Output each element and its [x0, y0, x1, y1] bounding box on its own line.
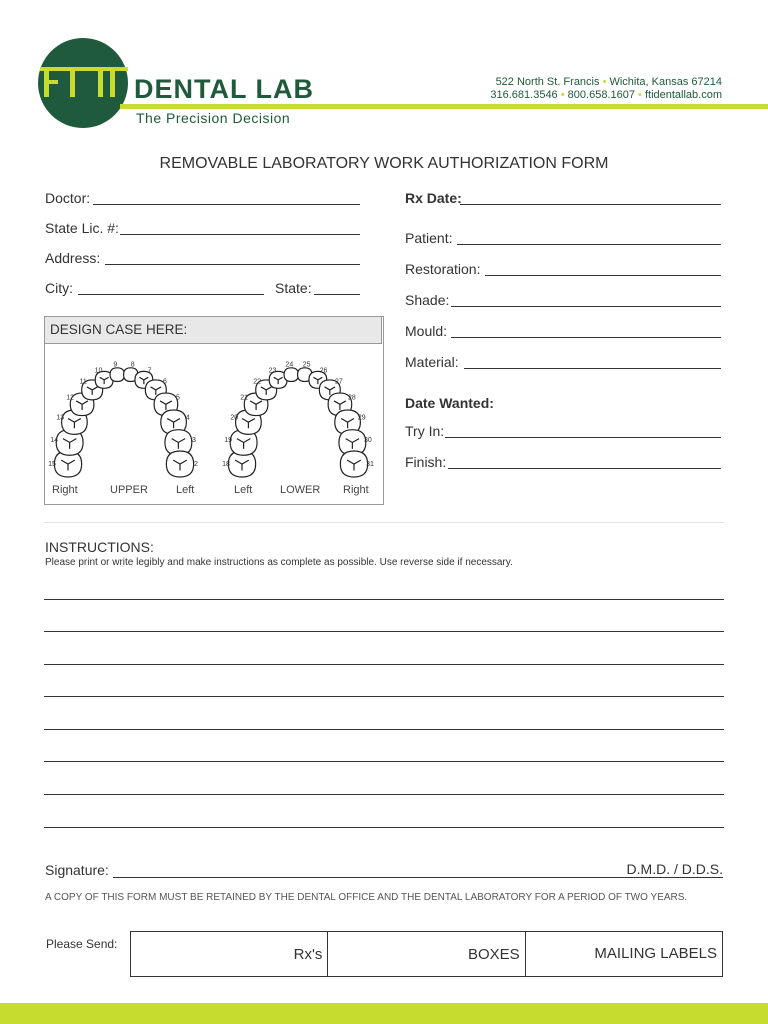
finish-field[interactable] [448, 468, 721, 469]
tooth-number: 2 [194, 461, 198, 468]
tooth-number: 23 [268, 367, 277, 375]
form-title: REMOVABLE LABORATORY WORK AUTHORIZATION FORM [159, 155, 609, 172]
footer-accent-bar [0, 1003, 768, 1024]
instructions-title: INSTRUCTIONS: [45, 539, 154, 555]
tooth-number: 3 [191, 437, 196, 445]
state-lic-label: State Lic. #: [45, 220, 119, 236]
upper-right-label: Right [52, 484, 78, 496]
section-divider [44, 522, 724, 523]
separator-dot: • [638, 89, 642, 101]
instruction-line[interactable] [44, 761, 724, 762]
send-mailing-labels-option[interactable]: MAILING LABELS [594, 945, 717, 962]
shade-label: Shade: [405, 292, 450, 308]
upper-label: UPPER [110, 484, 148, 496]
city-field[interactable] [78, 294, 264, 295]
instructions-subtitle: Please print or write legibly and make instructions as complete as possible. Use reverse side if necessary. [45, 557, 513, 568]
tooth-icon[interactable] [284, 368, 298, 382]
tooth-number: 26 [319, 367, 328, 375]
separator-dot: • [560, 89, 565, 101]
tooth-icon[interactable] [110, 368, 124, 382]
tooth-number: 11 [79, 378, 87, 386]
tooth-number: 29 [357, 414, 366, 422]
lower-label: LOWER [280, 484, 321, 496]
brand-tagline: The Precision Decision [136, 110, 291, 126]
instruction-line[interactable] [44, 696, 724, 697]
send-rx-option[interactable]: Rx's [131, 932, 328, 976]
doctor-field[interactable] [93, 204, 360, 205]
tooth-number: 20 [230, 414, 239, 422]
city-label: City: [45, 280, 73, 296]
patient-field[interactable] [457, 244, 721, 245]
shade-field[interactable] [451, 306, 721, 307]
tooth-number: 31 [366, 461, 374, 468]
contact-phones [490, 89, 722, 101]
address-field[interactable] [105, 264, 360, 265]
rx-date-field[interactable] [460, 204, 721, 205]
patient-label: Patient: [405, 230, 453, 246]
tooth-number: 12 [66, 394, 75, 402]
tooth-number: 22 [253, 378, 261, 386]
tooth-number: 7 [147, 367, 152, 375]
tooth-number: 10 [94, 367, 103, 375]
instruction-line[interactable] [44, 794, 724, 795]
separator-dot: • [602, 76, 607, 88]
tooth-number: 19 [224, 437, 232, 445]
signature-field[interactable] [113, 877, 723, 878]
tooth-number: 21 [240, 394, 249, 402]
state-label: State: [275, 280, 312, 296]
please-send-table [130, 931, 723, 977]
tooth-number: 18 [222, 461, 230, 468]
state-field[interactable] [314, 294, 360, 295]
degree-suffix: D.M.D. / D.D.S. [626, 861, 723, 877]
tooth-number: 30 [364, 437, 372, 445]
address-label: Address: [45, 250, 101, 266]
tooth-number: 4 [185, 414, 190, 422]
mould-field[interactable] [451, 337, 721, 338]
tooth-number: 15 [48, 461, 56, 468]
tooth-number: 28 [347, 394, 356, 402]
tooth-number: 6 [162, 378, 167, 386]
lower-right-label: Right [343, 484, 369, 496]
retention-note: A COPY OF THIS FORM MUST BE RETAINED BY THE DENTAL OFFICE AND THE DENTAL LABORATORY FOR A PERIOD OF TWO YEARS. [45, 892, 688, 903]
tooth-number: 5 [175, 394, 180, 402]
brand-name: DENTAL LAB [134, 74, 314, 104]
tooth-number: 25 [302, 361, 311, 369]
tooth-number: 14 [50, 437, 58, 445]
design-case-heading: DESIGN CASE HERE: [50, 322, 188, 337]
instruction-line[interactable] [44, 729, 724, 730]
city-state-zip: Wichita, Kansas 67214 [609, 76, 722, 88]
finish-label: Finish: [405, 454, 447, 470]
lower-left-label: Left [234, 484, 253, 496]
send-boxes-option[interactable]: BOXES [328, 932, 525, 976]
restoration-label: Restoration: [405, 261, 481, 277]
rx-date-label: Rx Date: [405, 190, 462, 206]
instruction-line[interactable] [44, 631, 724, 632]
material-label: Material: [405, 354, 459, 370]
signature-label: Signature: [45, 862, 109, 878]
tooth-number: 13 [56, 414, 65, 422]
upper-left-label: Left [176, 484, 195, 496]
try-in-field[interactable] [445, 437, 721, 438]
try-in-label: Try In: [405, 423, 445, 439]
doctor-label: Doctor: [45, 190, 91, 206]
tooth-number: 9 [113, 361, 118, 369]
tooth-number: 24 [285, 361, 294, 369]
contact-address [496, 76, 722, 88]
please-send-label: Please Send: [46, 937, 118, 951]
instruction-line[interactable] [44, 599, 724, 600]
instruction-line[interactable] [44, 664, 724, 665]
instruction-line[interactable] [44, 827, 724, 828]
state-lic-field[interactable] [120, 234, 360, 235]
fti-logo-icon [40, 58, 128, 108]
tooth-number: 27 [335, 378, 343, 386]
restoration-field[interactable] [485, 275, 721, 276]
phone-tollfree: 800.658.1607 [567, 89, 635, 101]
mould-label: Mould: [405, 323, 448, 339]
tooth-number: 8 [130, 361, 135, 369]
material-field[interactable] [464, 368, 721, 369]
phone-local: 316.681.3546 [490, 89, 558, 101]
dental-arch-chart-icon[interactable] [44, 344, 382, 484]
website-link[interactable]: ftidentallab.com [644, 89, 722, 101]
street-address: 522 North St. Francis [495, 76, 600, 88]
date-wanted-label: Date Wanted: [405, 395, 494, 411]
